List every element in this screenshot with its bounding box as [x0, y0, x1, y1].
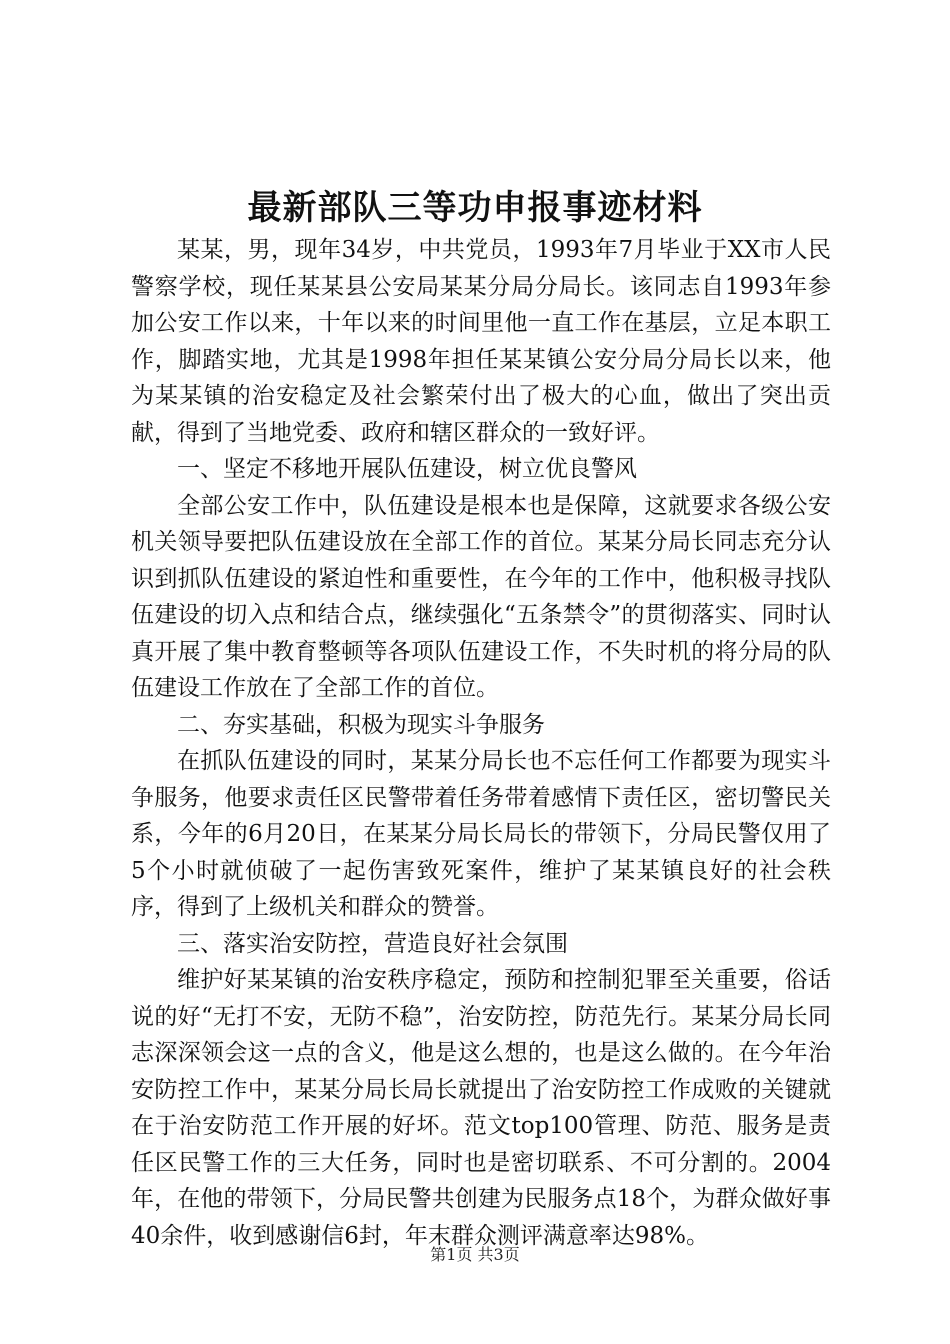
page-number-footer: 第1页 共3页	[430, 1245, 520, 1264]
document-title: 最新部队三等功申报事迹材料	[247, 188, 703, 228]
section-heading-3: 三、落实治安防控，营造良好社会氛围	[177, 930, 568, 957]
paragraph-section-2: 在抓队伍建设的同时，某某分局长也不忘任何工作都要为现实斗争服务，他要求责任区民警带着任务带着感情下责任区，密切警民关系，今年的6月20日，在某某分局长局长的带领下，分局民警仅用了5个小时就侦破了一起伤害致死案件，维护了某某镇良好的社会秩序，得到了上级机关和群众的赞誉。	[131, 748, 831, 920]
document-body	[131, 232, 831, 1254]
section-heading-1: 一、坚定不移地开展队伍建设，树立优良警风	[177, 456, 637, 482]
paragraph-section-1: 全部公安工作中，队伍建设是根本也是保障，这就要求各级公安机关领导要把队伍建设放在全部工作的首位。某某分局长同志充分认识到抓队伍建设的紧迫性和重要性，在今年的工作中，他积极寻找队伍建设的切入点和结合点，继续强化“五条禁令”的贯彻落实、同时认真开展了集中教育整顿等各项队伍建设工作，不失时机的将分局的队伍建设工作放在了全部工作的首位。	[131, 492, 831, 701]
paragraph-section-3: 维护好某某镇的治安秩序稳定，预防和控制犯罪至关重要，俗话说的好“无打不安，无防不稳”，治安防控，防范先行。某某分局长同志深深领会这一点的含义，他是这么想的，也是这么做的。在今年治安防控工作中，某某分局长局长就提出了治安防控工作成败的关键就在于治安防范工作开展的好坏。范文top100管理、防范、服务是责任区民警工作的三大任务，同时也是密切联系、不可分割的。2004年，在他的带领下，分局民警共创建为民服务点18个，为群众做好事40余件，收到感谢信6封，年末群众测评满意率达98%。	[131, 967, 831, 1249]
section-heading-2: 二、夯实基础，积极为现实斗争服务	[177, 711, 545, 738]
paragraph-intro: 某某，男，现年34岁，中共党员，1993年7月毕业于XX市人民警察学校，现任某某县公安局某某分局分局长。该同志自1993年参加公安工作以来，十年以来的时间里他一直工作在基层，立足本职工作，脚踏实地，尤其是1998年担任某某镇公安分局分局长以来，他为某某镇的治安稳定及社会繁荣付出了极大的心血，做出了突出贡献，得到了当地党委、政府和辖区群众的一致好评。	[131, 237, 831, 446]
